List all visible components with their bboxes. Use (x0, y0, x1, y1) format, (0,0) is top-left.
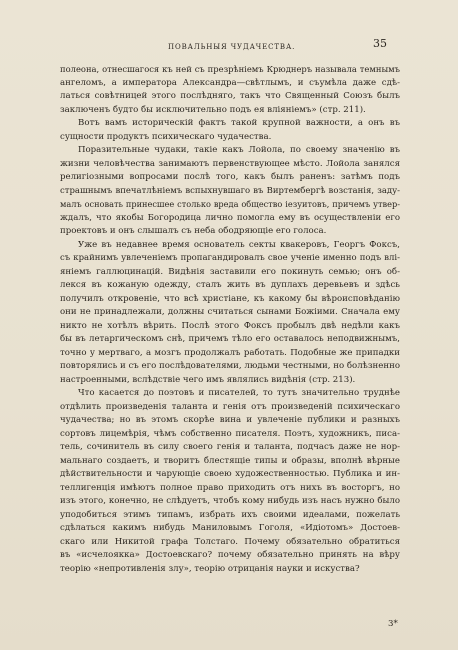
signature-mark: 3* (388, 619, 398, 629)
text-line: дѣйствительности и чарующіе своею художественностью. Публика и ин- (60, 469, 400, 479)
text-line: скаго или Никитой графа Толстаго. Почему обязательно обратиться (60, 536, 400, 547)
text-line: лекся въ кожаную одежду, сталъ жить въ дуплахъ деревьевъ и здѣсь (60, 280, 400, 290)
text-line: сортовъ лицемѣрія, чѣмъ собственно писателя. Поэтъ, художникъ, писа- (60, 428, 400, 439)
text-line: точно у мертваго, а мозгъ продолжалъ работать. Подобные же припадки (60, 347, 400, 358)
body-text (60, 63, 400, 576)
text-line: Вотъ вамъ историческій фактъ такой крупной важности, а онъ въ (78, 118, 400, 128)
text-line: получилъ откровеніе, что всѣ христіане, къ какому бы вѣроисповѣданію (60, 293, 400, 304)
paragraph (60, 63, 400, 117)
text-line: теллигенція имѣютъ полное право приходить отъ нихъ въ восторгъ, но (60, 482, 400, 493)
paragraph (60, 117, 400, 144)
text-line: ангеломъ, а императора Александра—свѣтлымъ, и съумѣла даже сдѣ- (60, 77, 400, 88)
text-line: мальнаго создаетъ, и творитъ блестящіе типы и образы, вполнѣ вѣрные (60, 455, 400, 466)
running-title: ПОВАЛЬНЫЯ ЧУДАЧЕСТВА. (168, 43, 296, 51)
text-line: сдѣлаться какимъ нибудь Маниловымъ Гоголя, «Идіотомъ» Достоев- (60, 523, 400, 533)
text-line: малъ основать принесшее столько вреда общество іезуитовъ, причемъ утвер- (60, 199, 400, 209)
text-line: никто не хотѣлъ вѣрить. Послѣ этого Фоксъ пробылъ двѣ недѣли какъ (60, 320, 400, 331)
text-line: жизни человѣчества занимаютъ первенствующее мѣсто. Лойола занялся (60, 158, 400, 169)
text-line: латься совѣтницей этого послѣдняго, такъ что Священный Союзъ былъ (60, 91, 400, 101)
text-line: страшнымъ впечатлѣніемъ вспыхнувшаго въ Виртембергѣ возстанія, заду- (60, 185, 400, 196)
text-line: Уже въ недавнее время основатель секты квакеровъ, Георгъ Фоксъ, (78, 239, 400, 250)
text-line: ждалъ, что якобы Богородица лично помогла ему въ осуществленіи его (60, 212, 400, 223)
text-line: проектовъ и онъ слышалъ съ неба ободряющіе его голоса. (60, 226, 327, 236)
paragraph (60, 387, 400, 576)
text-line: отдѣлить произведенія таланта и генія отъ произведеній психическаго (60, 401, 400, 412)
running-head (0, 37, 458, 53)
text-line: въ «исчелоякка» Достоевскаго? почему обязательно принять на вѣру (60, 550, 400, 560)
text-line: теорію «непротивленія злу», теорію отрицанія науки и искуства? (60, 563, 360, 574)
text-line: Что касается до поэтовъ и писателей, то тутъ значительно труднѣе (78, 388, 400, 398)
text-line: заключенъ будто бы исключительно подъ ея вліяніемъ» (стр. 211). (60, 104, 366, 115)
text-line: Поразительные чудаки, такіе какъ Лойола, по своему значенію въ (78, 145, 400, 155)
text-line: настроенными, вслѣдствіе чего имъ являлись видѣнія (стр. 213). (60, 374, 356, 385)
paragraph (60, 144, 400, 239)
text-line: бы въ летаргическомъ снѣ, причемъ тѣло его оставалось неподвижнымъ, (60, 334, 400, 344)
text-line: они не принадлежали, должны считаться сынами Божіими. Сначала ему (60, 307, 400, 317)
page-number: 35 (373, 37, 387, 50)
text-line: съ крайнимъ увлеченіемъ пропагандировалъ свое ученіе именно подъ влі- (60, 253, 400, 263)
text-line: изъ этого, конечно, не слѣдуетъ, чтобъ кому нибудь изъ насъ нужно было (60, 496, 400, 506)
text-line: чудачества; но въ этомъ скорѣе вина и увлеченіе публики и разныхъ (60, 415, 400, 425)
paragraph (60, 239, 400, 388)
text-line: полеона, отнесшагося къ ней съ презрѣніемъ Крюднеръ называла темнымъ (60, 64, 400, 74)
text-line: яніемъ галлюцинацій. Видѣнія заставили его покинуть семью; онъ об- (60, 266, 400, 277)
text-line: тель, сочинитель въ силу своего генія и таланта, подчасъ даже не нор- (60, 442, 400, 452)
text-line: религіозными вопросами послѣ того, какъ былъ раненъ: затѣмъ подъ (60, 172, 400, 182)
text-line: сущности продуктъ психическаго чудачества. (60, 131, 272, 142)
text-line: повторялись и съ его послѣдователями, людьми честными, но болѣзненно (60, 361, 400, 371)
text-line: уподобиться этимъ типамъ, избрать ихъ своими идеалами, пожелать (60, 509, 400, 520)
